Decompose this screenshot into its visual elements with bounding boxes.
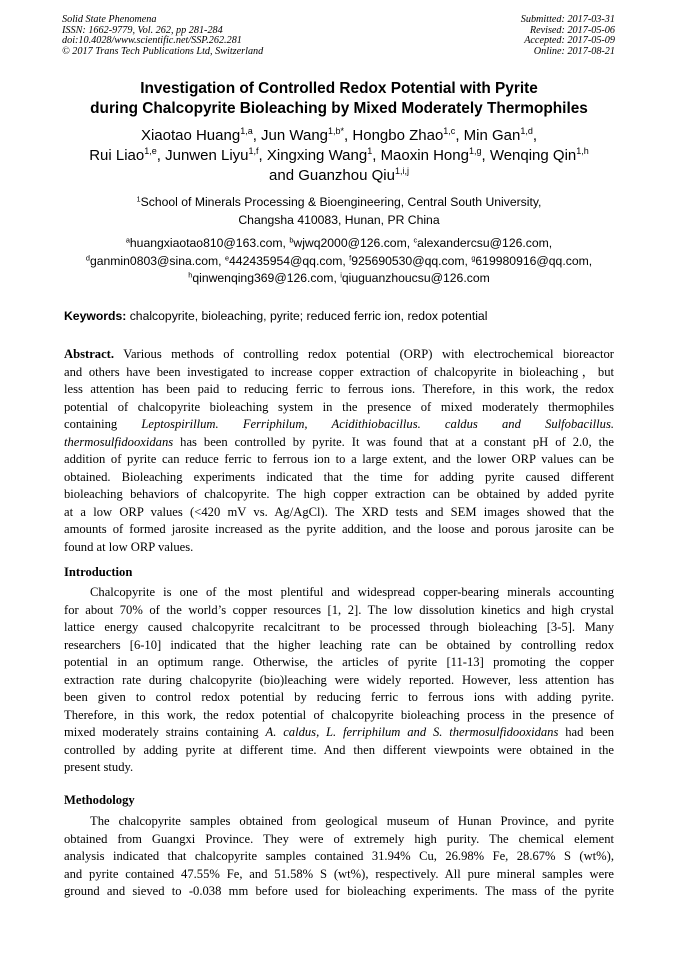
author-name: Guanzhou Qiu xyxy=(298,167,395,184)
revised-date: Revised: 2017-05-06 xyxy=(529,24,615,36)
author-sup: 1,a xyxy=(240,126,253,137)
body-line: lattice energy caused chalcopyrite recalcitrant to be processed through bioleaching [3-5]. Many xyxy=(64,620,614,635)
abstract-line: found at low ORP values. xyxy=(64,540,194,555)
abstract-text: containing xyxy=(64,417,118,432)
species-names: A. caldus, L. ferriphilum and S. thermosulfidooxidans xyxy=(265,725,559,740)
abstract-line: potential of chalcopyrite bioleaching system in the presence of mixed moderately thermophiles xyxy=(64,399,614,414)
body-line xyxy=(64,724,614,742)
introduction-body xyxy=(64,584,614,777)
paper-title xyxy=(40,79,638,119)
keywords-label: Keywords: xyxy=(64,309,127,323)
email-sup: f xyxy=(349,252,352,262)
introduction-heading: Introduction xyxy=(64,565,133,579)
email-sup: e xyxy=(224,252,230,262)
abstract-line: obtained. Bioleaching experiments indicated that the time for adding pyrite caused different xyxy=(64,469,614,484)
affiliation-line-1 xyxy=(40,193,638,211)
author-sup: 1,g xyxy=(468,146,482,157)
methodology-body xyxy=(64,813,614,901)
abstract-label: Abstract. xyxy=(64,347,115,361)
body-line: The chalcopyrite samples obtained from geological museum of Hunan Province, and pyrite xyxy=(90,814,614,828)
affiliation-line-2: Changsha 410083, Hunan, PR China xyxy=(238,213,440,227)
email-sup: a xyxy=(125,235,130,245)
email-address[interactable]: ganmin0803@sina.com xyxy=(89,253,219,268)
abstract-line xyxy=(64,416,614,434)
journal-doi[interactable]: doi:10.4028/www.scientific.net/SSP.262.281 xyxy=(62,35,242,47)
email-sup: c xyxy=(413,235,418,245)
affiliation xyxy=(40,193,638,229)
email-sup: b xyxy=(289,235,294,245)
author-line-2: Rui Liao$^{1,e}$, Junwen Liyu$^{1,f}$, Xingxing Wang$^1$, Maoxin Hong$^{1,g}$, Wenqing Qin$^{1,h}$ xyxy=(89,146,589,164)
body-line: been given to control redox potential by reducing ferric to ferrous ions with adding pyrite. xyxy=(64,690,614,705)
author-sup: 1,d xyxy=(520,126,533,137)
species-names: Leptospirillum. Ferriphilum, Acidithiobacillus. caldus and Sulfobacillus. xyxy=(141,417,614,432)
body-line: obtained from Guangxi Province. They were of extremely high purity. The chemical element xyxy=(64,831,614,846)
title-line-2: during Chalcopyrite Bioleaching by Mixed Moderately Thermophiles xyxy=(90,100,588,117)
email-list xyxy=(30,235,648,288)
affiliation-text: School of Minerals Processing & Bioengineering, Central South University, xyxy=(140,195,542,209)
body-line: ground and sieved to -0.038 mm before used for bioleaching experiments. The mass of the pyrite xyxy=(64,884,614,899)
email-address[interactable]: 442435954@qq.com xyxy=(229,253,343,268)
email-line-3: $^h$qinwenqing369@126.com, $^i$qiuguanzhoucsu@126.com xyxy=(188,270,490,285)
body-line: for about 70% of the world’s copper resources [1, 2]. The low dissolution kinetics and high crystal xyxy=(64,602,614,617)
abstract-line: addition of pyrite can reduce ferric to ferrous ion to a large extent, and the lower ORP values can be xyxy=(64,452,614,467)
body-line: researchers [6-10] indicated that the higher leaching rate can be obtained by controlling redox xyxy=(64,637,614,652)
email-sup: d xyxy=(85,252,90,262)
abstract-text: has been controlled by pyrite. It was found that at a constant pH of 2.0, the xyxy=(180,434,614,449)
abstract-line xyxy=(64,434,614,452)
body-line: Chalcopyrite is one of the most plentiful and widespread copper-bearing minerals accounting xyxy=(90,585,614,599)
title-line-1: Investigation of Controlled Redox Potential with Pyrite xyxy=(140,80,538,97)
author-name: Junwen Liyu xyxy=(165,147,249,164)
accepted-date: Accepted: 2017-05-09 xyxy=(524,35,615,47)
author-line-1: Xiaotao Huang$^{1,a}$, Jun Wang$^{1,b*}$, Hongbo Zhao$^{1,c}$, Min Gan$^{1,d}$, xyxy=(140,126,538,144)
species-names: thermosulfidooxidans xyxy=(64,434,174,449)
abstract-line xyxy=(64,346,614,364)
journal-issn: ISSN: 1662-9779, Vol. 262, pp 281-284 xyxy=(62,24,223,36)
author-sup: 1,i,j xyxy=(394,166,409,177)
body-line: controlled by adding pyrite at different time. And then different viewpoints were obtained in the xyxy=(64,742,614,757)
author-list xyxy=(30,126,648,186)
author-sup: 1,e xyxy=(144,146,157,157)
email-sup: h xyxy=(188,270,193,280)
author-name: Xingxing Wang xyxy=(266,147,368,164)
email-address[interactable]: alexandercsu@126.com xyxy=(417,236,549,250)
author-name: Rui Liao xyxy=(89,147,145,164)
author-line-3 xyxy=(30,166,648,186)
affiliation-sup: 1 xyxy=(136,194,141,204)
body-line: analysis indicated that chalcopyrite samples contained 31.94% Cu, 26.98% Fe, 28.67% S (wt%), xyxy=(64,849,614,864)
email-line-2: $^d$ganmin0803@sina.com, $^e$442435954@qq.com, $^f$925690530@qq.com, $^g$619980916@qq.com, xyxy=(85,252,593,268)
body-line: present study. xyxy=(64,760,134,775)
journal-name: Solid State Phenomena xyxy=(62,14,157,25)
author-name: Wenqing Qin xyxy=(489,147,577,164)
abstract-line: at a low ORP values (<420 mV vs. Ag/AgCl). The XRD tests and SEM images showed that the xyxy=(64,504,614,519)
author-name: Min Gan xyxy=(463,127,521,144)
email-address[interactable]: 619980916@qq.com xyxy=(475,253,589,268)
abstract-line: and others have been investigated to increase copper extraction of chalcopyrite in bioleaching，but xyxy=(64,364,614,379)
journal-header xyxy=(62,15,263,57)
author-name: Jun Wang xyxy=(261,127,329,144)
author-name: Hongbo Zhao xyxy=(352,127,444,144)
email-address[interactable]: qinwenqing369@126.com xyxy=(192,271,334,285)
author-name: Xiaotao Huang xyxy=(140,127,241,144)
author-conjunction: and xyxy=(269,167,295,184)
body-line: Therefore, in this work, the redox potential of chalcopyrite bioleaching process in the presence of xyxy=(64,707,614,722)
author-sup: 1,b* xyxy=(328,126,345,137)
author-sup: 1,c xyxy=(443,126,456,137)
email-address[interactable]: wjwq2000@126.com xyxy=(293,236,407,250)
abstract xyxy=(64,346,614,557)
dates-header xyxy=(521,15,615,57)
online-date: Online: 2017-08-21 xyxy=(533,45,615,57)
email-address[interactable]: 925690530@qq.com xyxy=(351,253,465,268)
abstract-line: less attention has been paid to reducing ferric to ferrous ions. Therefore, in this work, the redox xyxy=(64,382,614,397)
body-text: had been xyxy=(565,725,615,740)
keywords xyxy=(64,309,487,323)
author-sup: 1,f xyxy=(248,146,259,157)
author-sup: 1 xyxy=(367,146,373,157)
author-name: Maoxin Hong xyxy=(380,147,469,164)
body-line: potential in an optimum range. Otherwise, the articles of pyrite [11-13] promoting the copper xyxy=(64,655,614,670)
email-address[interactable]: huangxiaotao810@163.com xyxy=(129,236,283,250)
body-line: and pyrite contained 47.55% Fe, and 51.58% S (wt%), respectively. All pure mineral samples were xyxy=(64,866,614,881)
email-address[interactable]: qiuguanzhoucsu@126.com xyxy=(341,271,490,285)
abstract-line: amounts of formed jarosite increased as the pyrite addition, and the loose and porous jarosite can be xyxy=(64,522,614,537)
body-line: extraction rate during chalcopyrite (bio)leaching were widely reported. However, less attention has xyxy=(64,672,614,687)
body-text: mixed moderately strains containing xyxy=(64,725,259,740)
abstract-line: bioleaching behaviors of chalcopyrite. The high copper extraction can be obtained by added pyrite xyxy=(64,487,614,502)
journal-copyright: © 2017 Trans Tech Publications Ltd, Switzerland xyxy=(62,45,264,57)
abstract-text: Various methods of controlling redox potential (ORP) with electrochemical bioreactor xyxy=(123,347,615,361)
email-sup: g xyxy=(471,252,476,262)
author-sup: 1,h xyxy=(576,146,589,157)
keywords-text: chalcopyrite, bioleaching, pyrite; reduced ferric ion, redox potential xyxy=(129,309,488,323)
email-sup: i xyxy=(340,270,342,280)
email-line-1: $^a$huangxiaotao810@163.com, $^b$wjwq2000@126.com, $^c$alexandercsu@126.com, xyxy=(125,235,553,250)
methodology-heading: Methodology xyxy=(64,793,135,807)
submitted-date: Submitted: 2017-03-31 xyxy=(520,14,615,25)
